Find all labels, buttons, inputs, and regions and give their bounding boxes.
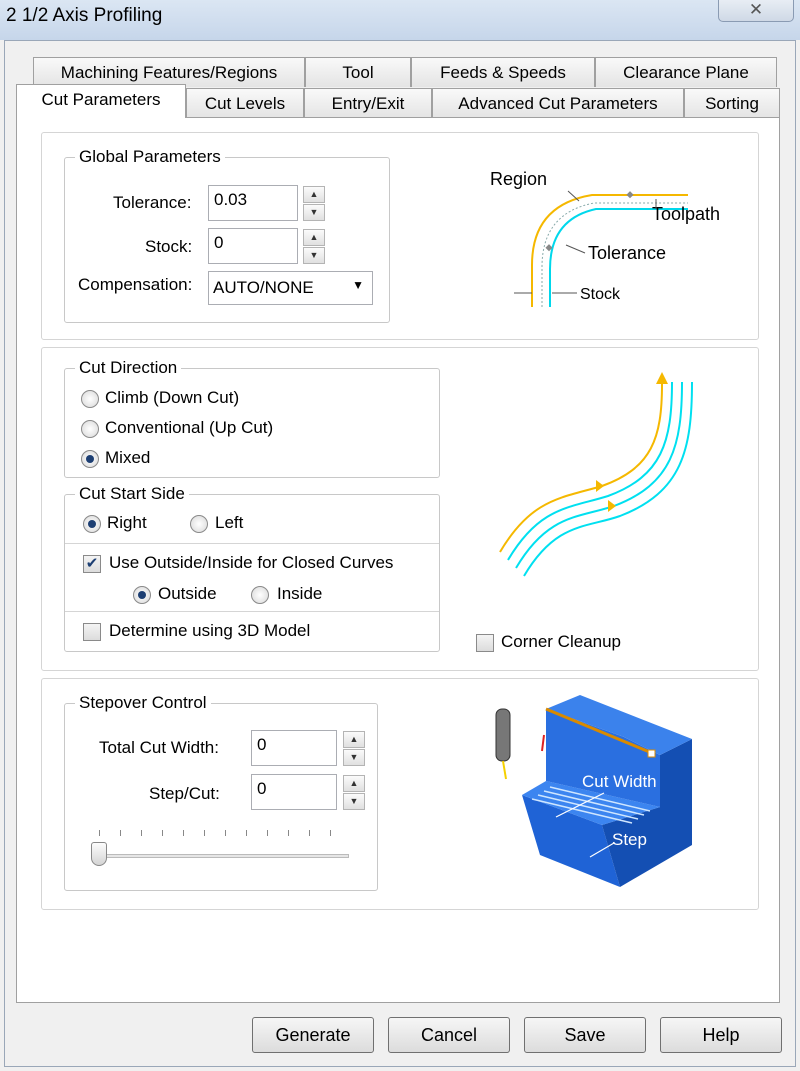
tab-machining-features[interactable]: Machining Features/Regions: [33, 57, 305, 87]
stepover-diagram: [492, 695, 732, 901]
use-outside-inside-checkbox[interactable]: ✔: [83, 555, 101, 573]
spin-down-icon[interactable]: ▼: [343, 793, 365, 810]
toolpath-curve: [508, 382, 672, 560]
tolerance-input[interactable]: 0.03: [208, 185, 298, 221]
step-text: Step: [612, 830, 647, 849]
outside-label: Outside: [158, 584, 217, 603]
conventional-label: Conventional (Up Cut): [105, 418, 274, 437]
spin-up-icon[interactable]: ▲: [343, 731, 365, 748]
stepover-section: [41, 678, 759, 910]
tab-sorting[interactable]: Sorting: [684, 88, 780, 118]
global-section: [41, 132, 759, 340]
help-button[interactable]: Help: [660, 1017, 782, 1053]
stock-label: Stock:: [145, 237, 193, 256]
wall-marker: [542, 735, 544, 751]
cut-width-text: Cut Width: [582, 772, 657, 791]
use-outside-inside-label: Use Outside/Inside for Closed Curves: [109, 553, 394, 572]
step-cut-input[interactable]: 0: [251, 774, 337, 810]
cut-direction-group: [64, 358, 440, 478]
tab-clearance-plane[interactable]: Clearance Plane: [595, 57, 777, 87]
mixed-label: Mixed: [105, 448, 151, 467]
save-button[interactable]: Save: [524, 1017, 646, 1053]
tool-tip: [503, 761, 506, 779]
tolerance-marker: [626, 191, 633, 198]
tab-tool[interactable]: Tool: [305, 57, 411, 87]
spin-down-icon[interactable]: ▼: [343, 749, 365, 766]
edge-marker: [648, 750, 655, 757]
spin-up-icon[interactable]: ▲: [303, 186, 325, 203]
tab-feeds-speeds[interactable]: Feeds & Speeds: [411, 57, 595, 87]
title-bar: [0, 0, 800, 40]
stepover-slider-thumb[interactable]: [91, 842, 107, 866]
tab-cut-parameters[interactable]: Cut Parameters: [16, 84, 186, 118]
global-parameters-legend: Global Parameters: [75, 147, 225, 167]
right-radio[interactable]: [83, 515, 101, 533]
compensation-select[interactable]: [208, 271, 373, 305]
direction-arrow-icon: [608, 500, 616, 512]
conventional-radio[interactable]: [81, 420, 99, 438]
direction-arrow-icon: [656, 372, 668, 384]
slider-ticks: [99, 830, 349, 836]
spin-up-icon[interactable]: ▲: [303, 229, 325, 246]
tab-advanced-cut-parameters[interactable]: Advanced Cut Parameters: [432, 88, 684, 118]
divider: [65, 543, 439, 544]
climb-radio[interactable]: [81, 390, 99, 408]
tolerance-spinner[interactable]: [303, 186, 325, 222]
compensation-label: Compensation:: [78, 275, 193, 294]
total-cut-width-spinner[interactable]: [343, 731, 365, 767]
left-radio[interactable]: [190, 515, 208, 533]
spin-down-icon[interactable]: ▼: [303, 204, 325, 221]
toolpath-curve: [524, 382, 692, 576]
step-cut-spinner[interactable]: [343, 775, 365, 811]
step-cut-label: Step/Cut:: [149, 784, 220, 803]
stepover-control-legend: Stepover Control: [75, 693, 211, 713]
stock-input[interactable]: 0: [208, 228, 298, 264]
tab-entry-exit[interactable]: Entry/Exit: [304, 88, 432, 118]
total-cut-width-input[interactable]: 0: [251, 730, 337, 766]
corner-cleanup-checkbox[interactable]: [476, 634, 494, 652]
toolpath-curve: [516, 382, 682, 568]
tolerance-diagram: [482, 153, 742, 323]
tolerance-pointer: [566, 245, 585, 253]
window-title: 2 1/2 Axis Profiling: [6, 5, 163, 26]
inside-label: Inside: [277, 584, 323, 603]
close-button[interactable]: ✕: [718, 0, 794, 22]
chevron-down-icon: ▼: [352, 278, 364, 292]
cut-start-side-legend: Cut Start Side: [75, 484, 189, 504]
stock-text: Stock: [580, 286, 621, 303]
outside-radio[interactable]: [133, 586, 151, 604]
corner-cleanup-label: Corner Cleanup: [501, 632, 622, 651]
inside-radio[interactable]: [251, 586, 269, 604]
right-label: Right: [107, 513, 147, 532]
toolpath-text: Toolpath: [652, 204, 721, 224]
generate-button[interactable]: Generate: [252, 1017, 374, 1053]
left-label: Left: [215, 513, 244, 532]
spin-up-icon[interactable]: ▲: [343, 775, 365, 792]
spin-down-icon[interactable]: ▼: [303, 247, 325, 264]
direction-arrow-icon: [596, 480, 604, 492]
tab-cut-levels[interactable]: Cut Levels: [186, 88, 304, 118]
total-cut-width-label: Total Cut Width:: [99, 738, 219, 757]
tab-panel: [16, 117, 780, 1003]
cut-direction-diagram: [492, 368, 722, 578]
stock-spinner[interactable]: [303, 229, 325, 265]
determine-3d-checkbox[interactable]: [83, 623, 101, 641]
stepover-control-group: [64, 693, 378, 891]
mixed-radio[interactable]: [81, 450, 99, 468]
tolerance-label: Tolerance:: [113, 193, 192, 212]
cut-direction-section: [41, 347, 759, 671]
determine-3d-label: Determine using 3D Model: [109, 621, 311, 640]
compensation-value: AUTO/NONE: [213, 278, 314, 297]
cut-start-side-group: [64, 484, 440, 652]
region-text: Region: [490, 169, 548, 189]
divider: [65, 611, 439, 612]
tool-shank: [496, 709, 510, 761]
cancel-button[interactable]: Cancel: [388, 1017, 510, 1053]
climb-label: Climb (Down Cut): [105, 388, 240, 407]
tolerance-text: Tolerance: [588, 243, 667, 263]
global-parameters-group: [64, 147, 390, 323]
cut-direction-legend: Cut Direction: [75, 358, 181, 378]
stepover-slider-track[interactable]: [91, 854, 349, 858]
